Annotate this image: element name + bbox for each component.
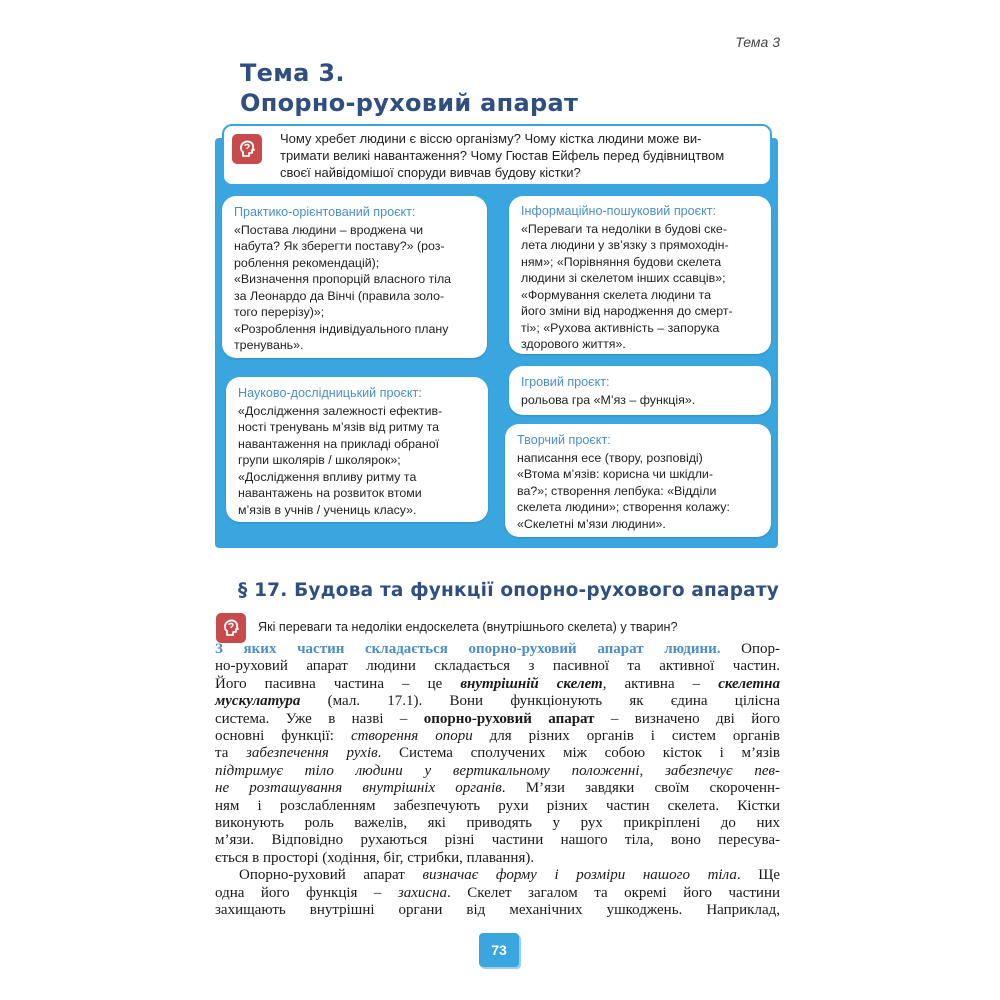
card-line: лета людини у зв’язку з прямоходін-: [521, 238, 729, 252]
thinking-head-icon: [232, 134, 262, 164]
card-title: Ігровий проєкт:: [521, 375, 610, 389]
info-project-card: [509, 196, 771, 354]
body-line: но-руховий апарат людини складається з пасивної та активної частин.: [215, 658, 780, 675]
body-line: ється в просторі (ходіння, біг, стрибки, плавання).: [215, 849, 535, 866]
card-line: «Розроблення індивідуального плану: [234, 321, 449, 336]
card-line: скелета людини»; створення колажу:: [517, 500, 730, 514]
body-text: [215, 641, 780, 920]
card-line: «Переваги та недоліки в будові ске-: [521, 221, 727, 236]
card-line: тренувань».: [234, 338, 304, 352]
intro-questions: [280, 130, 762, 181]
body-line: виконують роль важелів, які приводять у рух прикріплені до них: [215, 815, 780, 832]
section-title: § 17. Будова та функції опорно-рухового апарату: [238, 580, 780, 601]
intro-question-line: тримати великі навантаження? Чому Гюстав Ейфель перед будівництвом: [280, 148, 725, 163]
topic-number: Тема 3.: [240, 59, 345, 87]
page-number: 73: [479, 933, 519, 967]
card-line: здорового життя».: [521, 337, 626, 351]
body-line: та забезпечення рухів. Система сполучених між собою кісток і м’язів: [215, 745, 781, 762]
card-line: за Леонардо да Вінчі (правила золо-: [234, 288, 445, 303]
body-line: мускулатура (мал. 17.1). Вони функціонують як єдина цілісна: [215, 693, 780, 710]
body-line: основні функції: створення опори для різних органів і систем органів: [215, 728, 780, 745]
section-question: Які переваги та недоліки ендоскелета (внутрішнього скелета) у тварин?: [258, 620, 678, 634]
body-line: не розташування внутрішніх органів. М’язи завдяки своїм скороченн-: [215, 780, 781, 797]
card-line: людини зі скелетом інших ссавців»;: [521, 271, 726, 285]
card-line: навантажень на розвиток втоми: [238, 486, 422, 500]
card-line: «Постава людини – вроджена чи: [234, 222, 424, 237]
body-line: З яких частин складається опорно-руховий апарат людини. Опор-: [215, 641, 780, 657]
card-title: Інформаційно-пошуковий проєкт:: [521, 204, 716, 218]
card-title: Практико-орієнтований проєкт:: [234, 205, 416, 219]
topic-name: Опорно-руховий апарат: [240, 89, 579, 117]
card-line: набута? Як зберегти поставу?» (роз-: [234, 239, 445, 253]
card-line: навантаження на прикладі обраної: [238, 436, 440, 451]
practical-project-card: [222, 196, 487, 358]
body-line: одна його функція – захисна. Скелет загалом та окремі його частини: [215, 884, 780, 901]
card-line: «Формування скелета людини та: [521, 287, 711, 302]
creative-project-card: [505, 424, 771, 537]
intro-question-line: Чому хребет людини є віссю організму? Чому кістка людини може ви-: [280, 131, 702, 146]
body-line: захищають внутрішні органи від механічних ушкоджень. Наприклад,: [215, 902, 780, 919]
card-line: «Дослідження залежності ефектив-: [238, 403, 443, 418]
card-line: «Скелетні м’язи людини».: [517, 516, 666, 531]
card-line: ва?»; створення лепбука: «Відділи: [517, 483, 717, 498]
card-line: того перерізу)»;: [234, 305, 325, 319]
card-line: роблення рекомендацій);: [234, 255, 380, 270]
card-title: Науково-дослідницький проєкт:: [238, 386, 422, 400]
card-line: рольова гра «М’яз – функція».: [521, 392, 696, 407]
body-line: Його пасивна частина – це внутрішній скелет, активна – скелетна: [215, 675, 780, 692]
intro-question-line: своєї найвідомішої споруди вивчав будову кістки?: [280, 165, 581, 180]
card-line: «Визначення пропорцій власного тіла: [234, 272, 452, 286]
body-line: м’язи. Відповідно рухаються різні частини нашого тіла, воно пересува-: [215, 832, 780, 849]
game-project-card: [509, 366, 771, 415]
thinking-head-icon: [216, 613, 246, 643]
body-line: підтримує тіло людини у вертикальному положенні, забезпечує пев-: [215, 762, 781, 779]
card-line: «Втома м’язів: корисна чи шкідли-: [517, 467, 713, 481]
card-line: його зміни від народження до смерт-: [521, 304, 733, 318]
card-line: групи школярів / школярок»;: [238, 453, 401, 467]
card-line: написання есе (твору, розповіді): [517, 450, 703, 465]
card-line: ням»; «Порівняння будови скелета: [521, 254, 722, 269]
card-line: ності тренувань м’язів від ритму та: [238, 420, 440, 434]
body-line: система. Уже в назві – опорно-руховий апарат – визначено дві його: [215, 710, 781, 727]
card-title: Творчий проєкт:: [517, 433, 611, 447]
topic-title: [240, 58, 578, 118]
body-line: ням і розслабленням забезпечують рухи різних частин скелета. Кістки: [215, 797, 780, 814]
body-line: Опорно-руховий апарат визначає форму і розміри нашого тіла. Ще: [239, 867, 780, 884]
card-line: ті»; «Рухова активність – запорука: [521, 320, 720, 335]
card-line: м’язів в учнів / учениць класу».: [238, 502, 417, 517]
research-project-card: [226, 377, 488, 522]
card-line: «Дослідження впливу ритму та: [238, 469, 417, 484]
running-head: Тема 3: [735, 34, 780, 50]
